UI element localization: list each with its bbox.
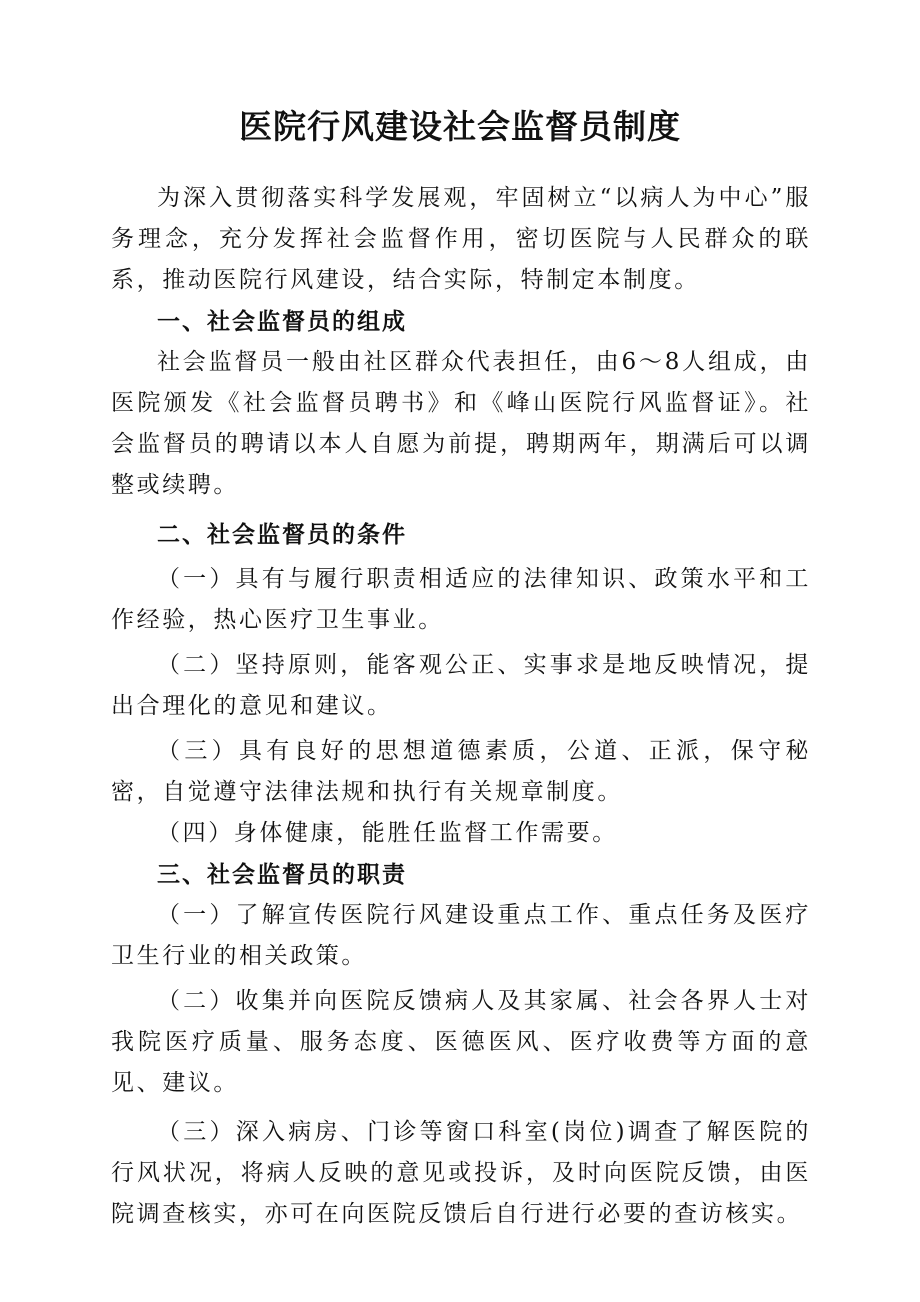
section-2-item-2: （二）坚持原则，能客观公正、实事求是地反映情况，提出合理化的意见和建议。 — [111, 652, 811, 719]
section-2-item-1: （一）具有与履行职责相适应的法律知识、政策水平和工作经验，热心医疗卫生事业。 — [111, 566, 811, 633]
section-3-heading: 三、社会监督员的职责 — [157, 861, 407, 888]
section-2-item-3: （三）具有良好的思想道德素质，公道、正派，保守秘密，自觉遵守法律法规和执行有关规章制度。 — [111, 738, 811, 805]
document-body — [111, 178, 811, 1235]
intro-paragraph: 为深入贯彻落实科学发展观，牢固树立“以病人为中心”服务理念，充分发挥社会监督作用，密切医院与人民群众的联系，推动医院行风建设，结合实际，特制定本制度。 — [111, 185, 811, 293]
section-1-heading: 一、社会监督员的组成 — [157, 308, 407, 335]
section-3-item-3: （三）深入病房、门诊等窗口科室(岗位)调查了解医院的行风状况，将病人反映的意见或投诉，及时向医院反馈，由医院调查核实，亦可在向医院反馈后自行进行必要的查访核实。 — [111, 1119, 811, 1227]
section-3-item-1: （一）了解宣传医院行风建设重点工作、重点任务及医疗卫生行业的相关政策。 — [111, 902, 811, 969]
section-2-item-4: （四）身体健康，能胜任监督工作需要。 — [157, 820, 618, 846]
section-1-paragraph: 社会监督员一般由社区群众代表担任，由6～8人组成，由医院颁发《社会监督员聘书》和《峰山医院行风监督证》。社会监督员的聘请以本人自愿为前提，聘期两年，期满后可以调整或续聘。 — [111, 349, 811, 498]
section-2-heading: 二、社会监督员的条件 — [157, 521, 407, 548]
section-3-item-2: （二）收集并向医院反馈病人及其家属、社会各界人士对我院医疗质量、服务态度、医德医风、医疗收费等方面的意见、建议。 — [111, 988, 811, 1096]
document-title: 医院行风建设社会监督员制度 — [239, 107, 681, 146]
